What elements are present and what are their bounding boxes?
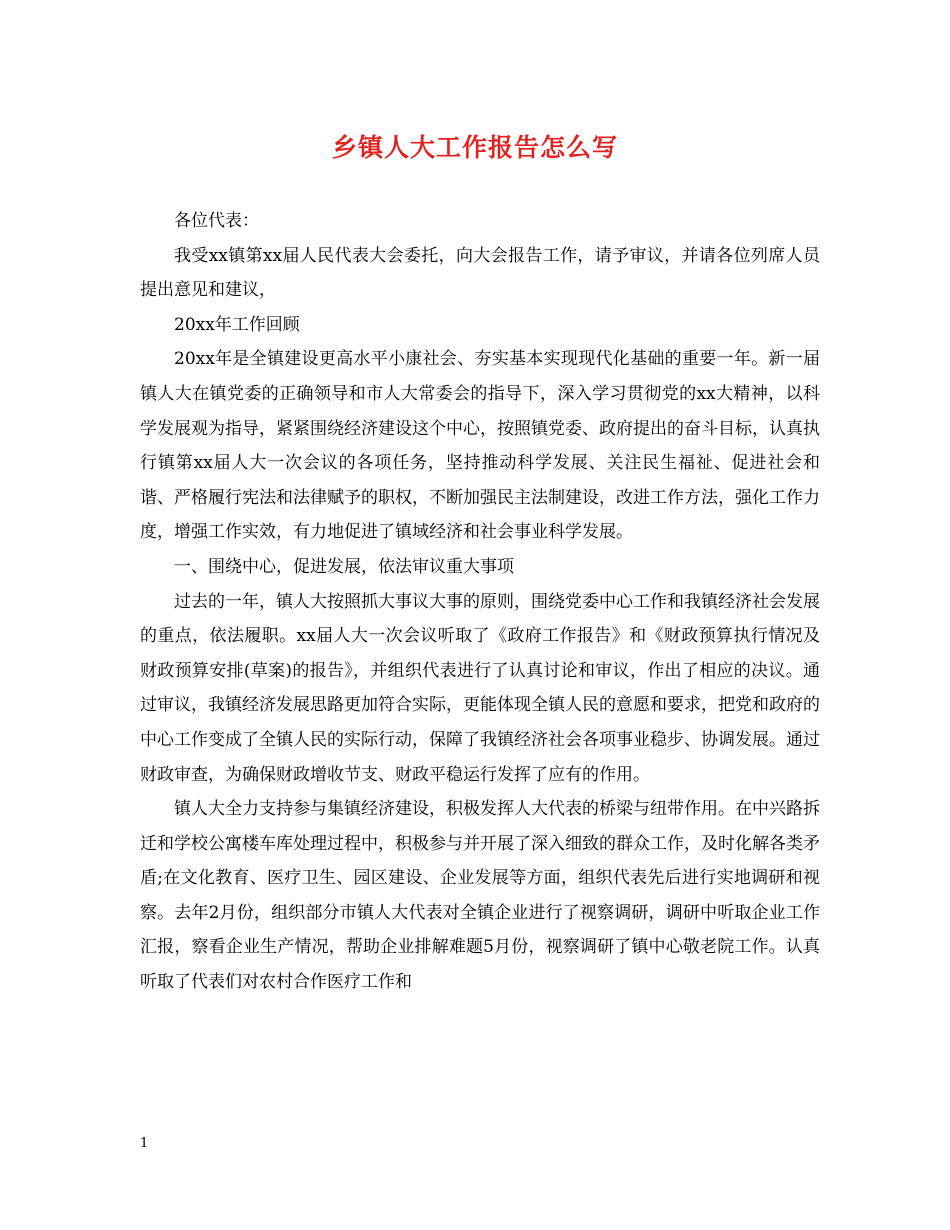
section-heading: 一、围绕中心，促进发展，依法审议重大事项 xyxy=(174,556,514,577)
body-paragraph: 过去的一年，镇人大按照抓大事议大事的原则，围绕党委中心工作和我镇经济社会发展的重点，依法履职。xx届人大一次会议听取了《政府工作报告》和《财政预算执行情况及财政预算安排(草案)的报告》，并组织代表进行了认真讨论和审议，作出了相应的决议。通过审议，我镇经济发展思路更加符合实际，更能体现全镇人民的意愿和要求，把党和政府的中心工作变成了全镇人民的实际行动，保障了我镇经济社会各项事业稳步、协调发展。通过财政审查，为确保财政增收节支、财政平稳运行发挥了应有的作用。 xyxy=(140,591,820,785)
section-heading: 20xx年工作回顾 xyxy=(174,314,300,335)
page-number: 1 xyxy=(140,1136,149,1151)
body-paragraph: 20xx年是全镇建设更高水平小康社会、夯实基本实现现代化基础的重要一年。新一届镇人大在镇党委的正确领导和市人大常委会的指导下，深入学习贯彻党的xx大精神，以科学发展观为指导，紧紧围绕经济建设这个中心，按照镇党委、政府提出的奋斗目标，认真执行镇第xx届人大一次会议的各项任务，坚持推动科学发展、关注民生福祉、促进社会和谐、严格履行宪法和法律赋予的职权，不断加强民主法制建设，改进工作方法，强化工作力度，增强工作实效，有力地促进了镇域经济和社会事业科学发展。 xyxy=(140,349,820,543)
body-paragraph: 我受xx镇第xx届人民代表大会委托，向大会报告工作，请予审议，并请各位列席人员提出意见和建议， xyxy=(140,245,820,301)
body-paragraph: 各位代表： xyxy=(174,211,259,231)
document-body xyxy=(140,204,820,1000)
document-title: 乡镇人大工作报告怎么写 xyxy=(331,133,618,162)
body-paragraph: 镇人大全力支持参与集镇经济建设，积极发挥人大代表的桥梁与纽带作用。在中兴路拆迁和学校公寓楼车库处理过程中，积极参与并开展了深入细致的群众工作，及时化解各类矛盾;在文化教育、医疗卫生、园区建设、企业发展等方面，组织代表先后进行实地调研和视察。去年2月份，组织部分市镇人大代表对全镇企业进行了视察调研，调研中听取企业工作汇报，察看企业生产情况，帮助企业排解难题5月份，视察调研了镇中心敬老院工作。认真听取了代表们对农村合作医疗工作和 xyxy=(140,799,820,993)
